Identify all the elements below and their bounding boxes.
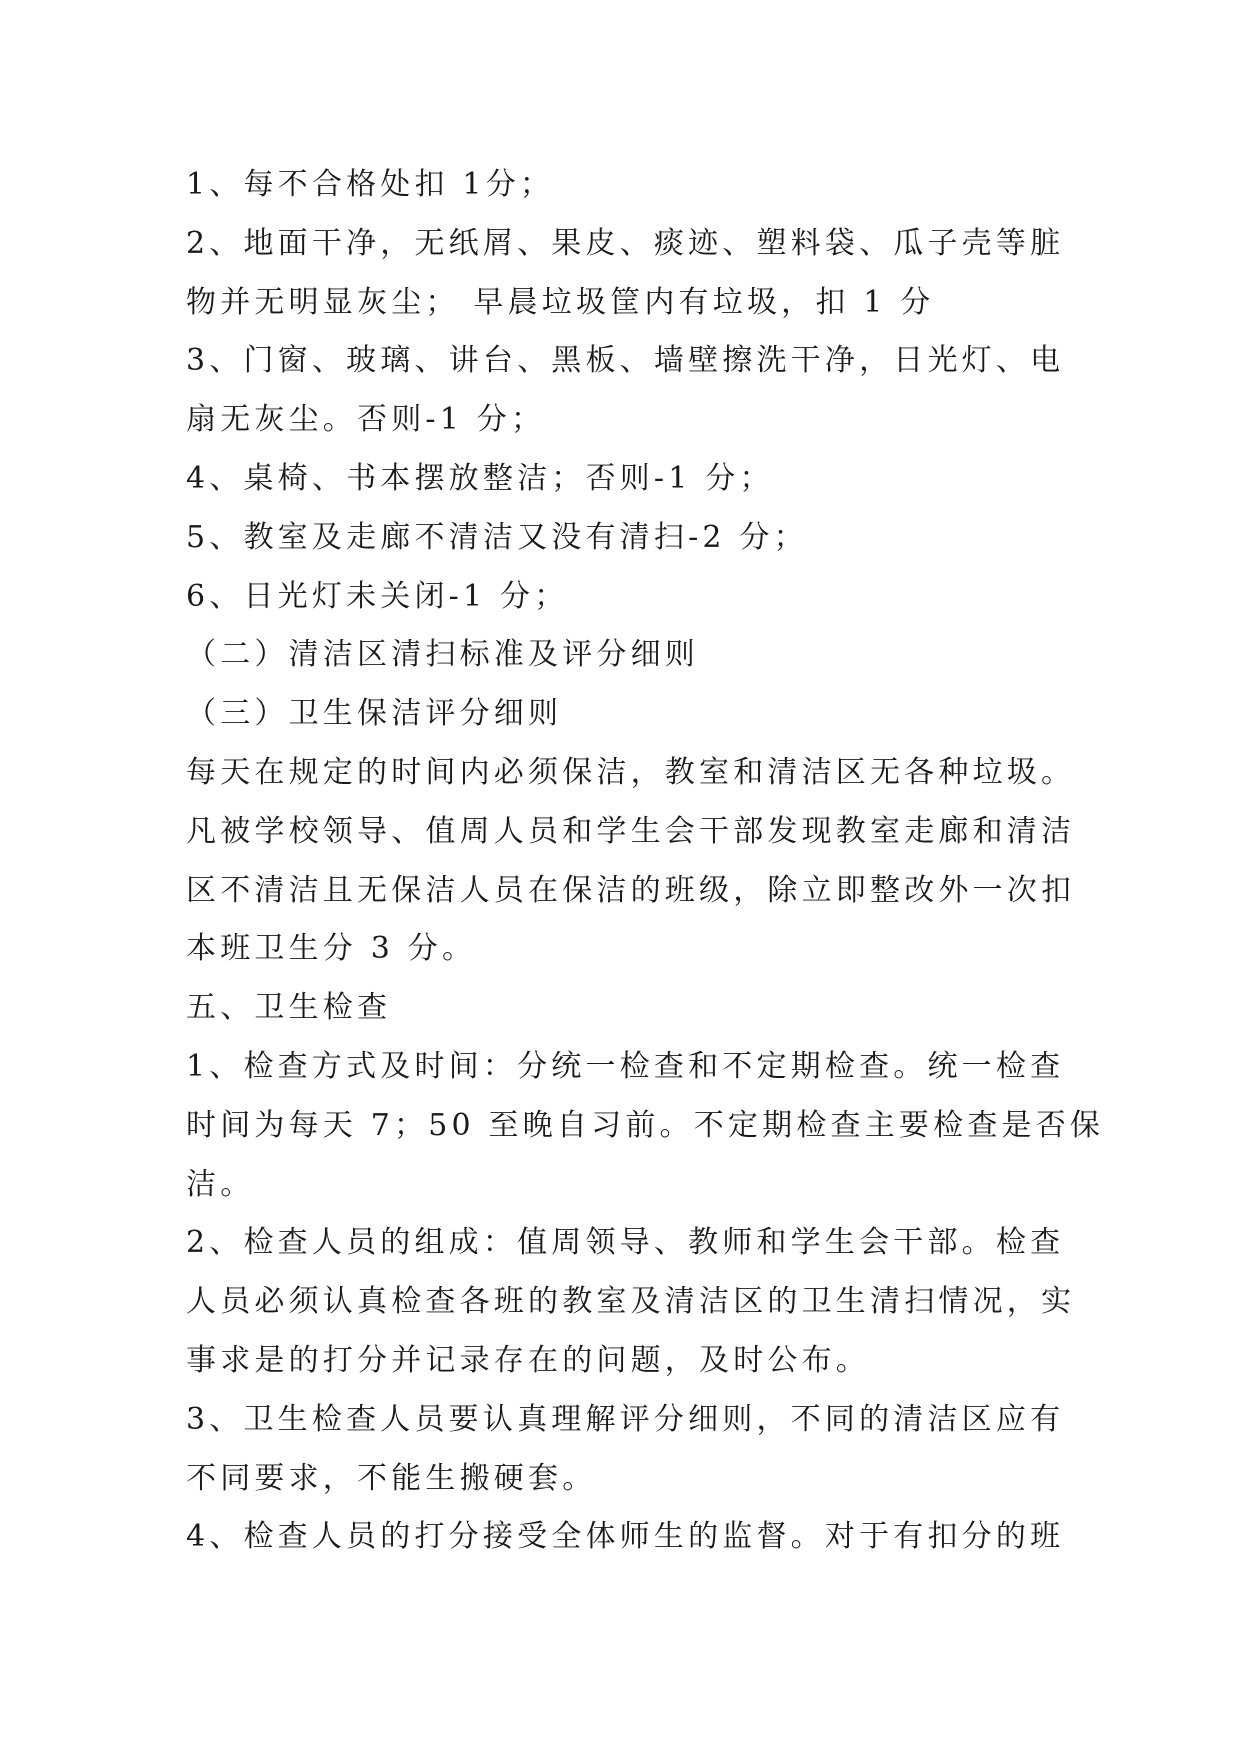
text-line: 2、地面干净，无纸屑、果皮、痰迹、塑料袋、瓜子壳等脏 [186,225,1065,261]
text-line: 事求是的打分并记录存在的问题，及时公布。 [186,1342,870,1378]
text-line: 4、桌椅、书本摆放整洁；否则-1 分； [186,460,774,496]
section-heading: 五、卫生检查 [186,990,392,1026]
text-line: 区不清洁且无保洁人员在保洁的班级，除立即整改外一次扣 [186,872,1076,908]
section-heading: （三）卫生保洁评分细则 [186,696,563,732]
text-line: 4、检查人员的打分接受全体师生的监督。对于有扣分的班 [186,1519,1065,1555]
text-line: 人员必须认真检查各班的教室及清洁区的卫生清扫情况，实 [186,1284,1076,1320]
text-line: 凡被学校领导、值周人员和学生会干部发现教室走廊和清洁 [186,813,1076,849]
text-line: 不同要求，不能生搬硬套。 [186,1460,597,1496]
section-heading: （二）清洁区清扫标准及评分细则 [186,637,699,673]
text-line: 洁。 [186,1166,255,1202]
text-line: 物并无明显灰尘； 早晨垃圾筐内有垃圾，扣 1 分 [186,284,935,320]
text-line: 每天在规定的时间内必须保洁，教室和清洁区无各种垃圾。 [186,754,1076,790]
text-line: 2、检查人员的组成：值周领导、教师和学生会干部。检查 [186,1225,1065,1261]
text-line: 时间为每天 7；50 至晚自习前。不定期检查主要检查是否保 [186,1107,1105,1143]
text-line: 5、教室及走廊不清洁又没有清扫-2 分； [186,519,808,555]
document-body [186,156,1105,1567]
text-line: 本班卫生分 3 分。 [186,931,477,967]
text-line: 3、卫生检查人员要认真理解评分细则，不同的清洁区应有 [186,1401,1065,1437]
text-line: 3、门窗、玻璃、讲台、黑板、墙壁擦洗干净，日光灯、电 [186,343,1065,379]
text-line: 1、每不合格处扣 1分； [186,167,555,202]
text-line: 1、检查方式及时间：分统一检查和不定期检查。统一检查 [186,1048,1065,1084]
text-line: 6、日光灯未关闭-1 分； [186,578,569,614]
text-line: 扇无灰尘。否则-1 分； [186,402,546,438]
